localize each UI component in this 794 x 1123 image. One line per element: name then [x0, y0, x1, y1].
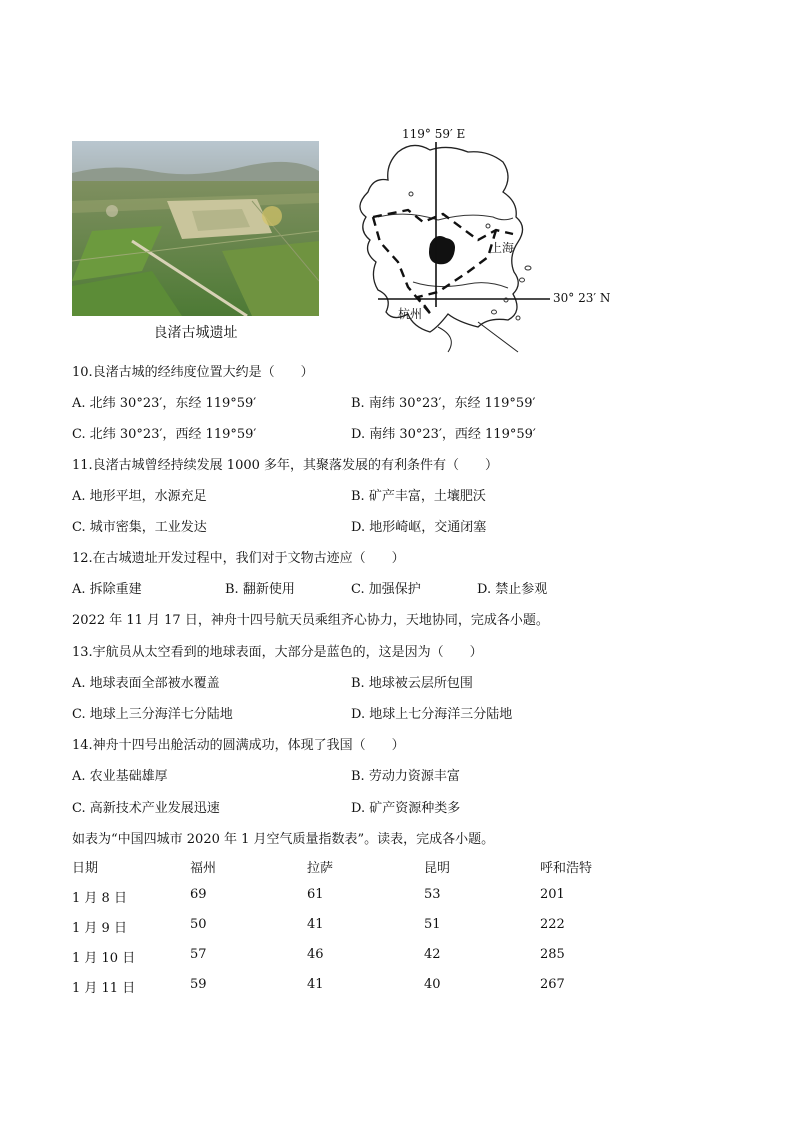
longitude-label: 119° 59′ E: [402, 127, 466, 141]
q12-option-a: A. 拆除重建: [72, 582, 142, 597]
table-cell: 46: [307, 947, 324, 962]
table-row: [72, 887, 632, 905]
aerial-photo-drawing: [72, 141, 319, 316]
q11-option-c: C. 城市密集，工业发达: [72, 520, 207, 535]
q14-option-d: D. 矿产资源种类多: [351, 801, 461, 816]
table-header-cell: 福州: [190, 861, 217, 876]
q13-stem: 13.宇航员从太空看到的地球表面，大部分是蓝色的，这是因为（ ）: [72, 645, 483, 660]
q13-option-a: A. 地球表面全部被水覆盖: [72, 676, 220, 691]
hangzhou-label: 杭州: [398, 307, 423, 321]
table-cell: 1 月 9 日: [72, 921, 127, 936]
table-cell: 41: [307, 917, 324, 932]
q12-stem: 12.在古城遗址开发过程中，我们对于文物古迹应（ ）: [72, 551, 405, 566]
q14-option-c: C. 高新技术产业发展迅速: [72, 801, 220, 816]
liangzhu-aerial-photo: [72, 141, 319, 316]
table-header-row: [72, 857, 632, 875]
q11-option-a: A. 地形平坦，水源充足: [72, 489, 207, 504]
table-cell: 59: [190, 977, 207, 992]
q11-option-d: D. 地形崎岖，交通闭塞: [351, 520, 487, 535]
table-cell: 57: [190, 947, 207, 962]
table-cell: 222: [540, 917, 565, 932]
q10-option-d: D. 南纬 30°23′，西经 119°59′: [351, 427, 536, 442]
table-cell: 1 月 10 日: [72, 951, 136, 966]
latitude-label: 30° 23′ N: [553, 291, 611, 305]
table-cell: 50: [190, 917, 207, 932]
location-map: [318, 122, 628, 361]
table-cell: 41: [307, 977, 324, 992]
shenzhou-intro: 2022 年 11 月 17 日，神舟十四号航天员乘组齐心协力，天地协同，完成各小题。: [72, 613, 549, 628]
table-row: [72, 947, 632, 965]
table-cell: 42: [424, 947, 441, 962]
table-cell: 53: [424, 887, 441, 902]
q14-option-b: B. 劳动力资源丰富: [351, 769, 460, 784]
q13-option-c: C. 地球上三分海洋七分陆地: [72, 707, 233, 722]
table-row: [72, 977, 632, 995]
q14-stem: 14.神舟十四号出舱活动的圆满成功，体现了我国（ ）: [72, 738, 405, 753]
q11-stem: 11.良渚古城曾经持续发展 1000 多年，其聚落发展的有利条件有（ ）: [72, 458, 499, 473]
q13-option-b: B. 地球被云层所包围: [351, 676, 473, 691]
q14-option-a: A. 农业基础雄厚: [72, 769, 168, 784]
table-row: [72, 917, 632, 935]
table-cell: 51: [424, 917, 441, 932]
q12-option-c: C. 加强保护: [351, 582, 421, 597]
table-header-cell: 呼和浩特: [540, 861, 593, 876]
table-header-cell: 昆明: [424, 861, 451, 876]
table-cell: 69: [190, 887, 207, 902]
table-cell: 1 月 11 日: [72, 981, 136, 996]
q12-option-b: B. 翻新使用: [225, 582, 295, 597]
table-cell: 267: [540, 977, 565, 992]
table-cell: 1 月 8 日: [72, 891, 127, 906]
table-header-cell: 日期: [72, 861, 99, 876]
table-cell: 201: [540, 887, 565, 902]
q10-option-c: C. 北纬 30°23′，西经 119°59′: [72, 427, 257, 442]
q13-option-d: D. 地球上七分海洋三分陆地: [351, 707, 513, 722]
q10-stem: 10.良渚古城的经纬度位置大约是（ ）: [72, 365, 314, 380]
q10-option-a: A. 北纬 30°23′，东经 119°59′: [72, 396, 257, 411]
table-cell: 61: [307, 887, 324, 902]
shanghai-label: 上海: [490, 241, 515, 255]
q11-option-b: B. 矿产丰富，土壤肥沃: [351, 489, 486, 504]
map-drawing: [318, 122, 628, 357]
photo-caption: 良渚古城遗址: [153, 325, 238, 341]
table-cell: 285: [540, 947, 565, 962]
q12-option-d: D. 禁止参观: [477, 582, 548, 597]
table-header-cell: 拉萨: [307, 861, 334, 876]
table-intro: 如表为“中国四城市 2020 年 1 月空气质量指数表”。读表，完成各小题。: [72, 832, 495, 847]
q10-option-b: B. 南纬 30°23′，东经 119°59′: [351, 396, 536, 411]
table-cell: 40: [424, 977, 441, 992]
